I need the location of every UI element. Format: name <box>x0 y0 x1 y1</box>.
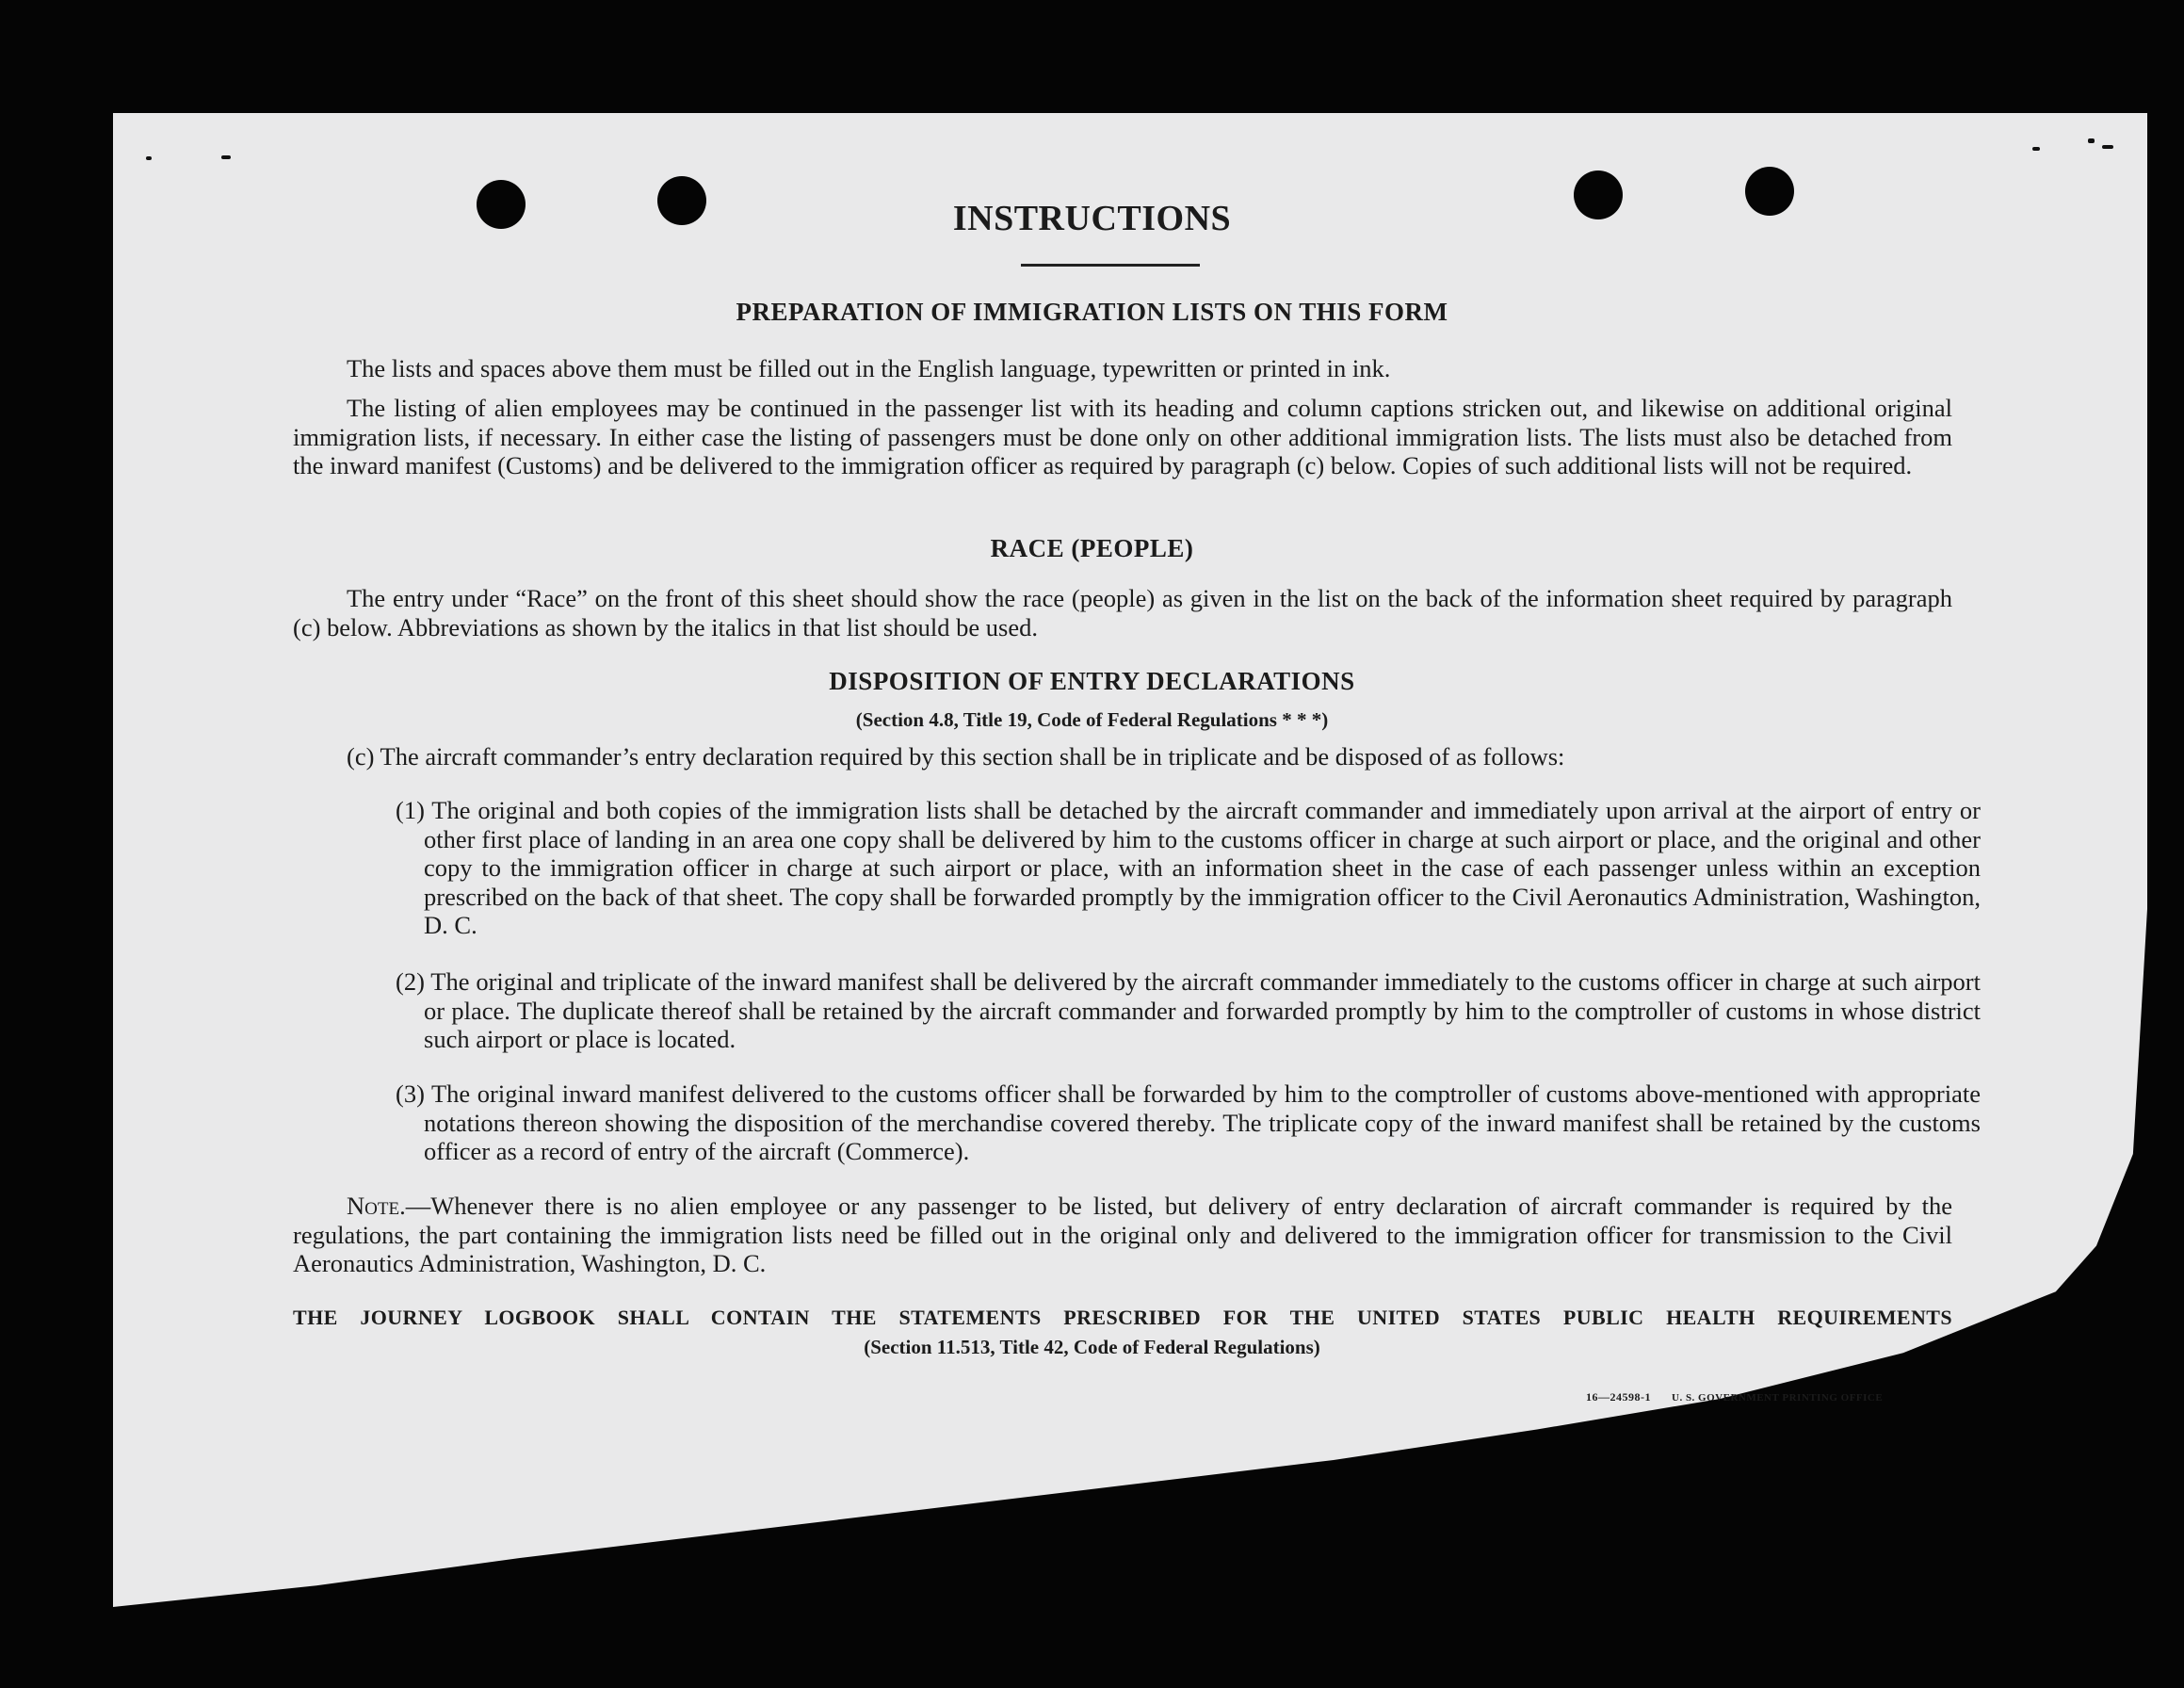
section-subheading-citation: (Section 4.8, Title 19, Code of Federal Regulations * * *) <box>855 708 1329 731</box>
printer-name: U. S. GOVERNMENT PRINTING OFFICE <box>1672 1392 1884 1404</box>
scan-speck <box>221 155 231 159</box>
preparation-paragraph-1: The lists and spaces above them must be filled out in the English language, typewritten or printed in ink. <box>347 354 1391 382</box>
scan-speck <box>146 156 152 160</box>
scan-speck <box>2032 147 2040 151</box>
disposition-item-1: (1) The original and both copies of the immigration lists shall be detached by the aircraft commander and immediately upon arrival at the airport of entry or other first place of landing in an area one copy shall be delivered by him to the customs officer in charge at such airport or place, and the original and other copy to the immigration officer in charge at such airport or place, with an information sheet in the case of each passenger unless within an exception prescribed on the back of that sheet. The copy shall be forwarded promptly by the immigration officer to the Civil Aeronautics Administration, Washington, D. C. <box>396 796 1981 939</box>
preparation-paragraph-2: The listing of alien employees may be continued in the passenger list with its heading and column captions stricken out, and likewise on additional original immigration lists, if necessary. In either case the listing of passengers must be done only on other additional immigration lists. The lists must also be detached from the inward manifest (Customs) and be delivered to the immigration officer as required by paragraph (c) below. Copies of such additional lists will not be required. <box>293 394 1952 479</box>
page-title: INSTRUCTIONS <box>952 199 1232 238</box>
note-text: —Whenever there is no alien employee or any passenger to be listed, but delivery of entry declaration of aircraft commander is required by the regulations, the part containing the immigration lists need be filled out in the original only and delivered to the immigration officer for transmission to the Civil Aeronautics Administration, Washington, D. C. <box>293 1192 1952 1277</box>
note-paragraph <box>293 1192 1952 1278</box>
race-paragraph: The entry under “Race” on the front of this sheet should show the race (people) as given in the list on the back of the information sheet required by paragraph (c) below. Abbreviations as shown by the italics in that list should be used. <box>293 584 1952 641</box>
section-heading-preparation: PREPARATION OF IMMIGRATION LISTS ON THIS FORM <box>736 298 1448 326</box>
title-divider <box>1021 264 1200 267</box>
printer-footer <box>1586 1390 1883 1404</box>
disposition-intro: (c) The aircraft commander’s entry declaration required by this section shall be in triplicate and be disposed of as follows: <box>347 742 1565 771</box>
journey-citation: (Section 11.513, Title 42, Code of Federal Regulations) <box>864 1336 1320 1358</box>
section-heading-race: RACE (PEOPLE) <box>990 534 1194 562</box>
section-heading-disposition: DISPOSITION OF ENTRY DECLARATIONS <box>829 667 1355 695</box>
note-label: Note. <box>347 1192 406 1220</box>
scan-speck <box>2102 145 2113 149</box>
disposition-item-3: (3) The original inward manifest delivered to the customs officer shall be forwarded by him to the comptroller of customs above-mentioned with appropriate notations thereon showing the disposition of the merchandise covered thereby. The triplicate copy of the inward manifest shall be retained by the customs officer as a record of entry of the aircraft (Commerce). <box>396 1079 1981 1165</box>
scan-speck <box>2088 138 2095 143</box>
form-number: 16—24598-1 <box>1586 1390 1651 1404</box>
journey-logbook-statement: THE JOURNEY LOGBOOK SHALL CONTAIN THE STATEMENTS PRESCRIBED FOR THE UNITED STATES PUBLIC HEALTH REQUIREMENTS <box>293 1306 1952 1329</box>
disposition-item-2: (2) The original and triplicate of the inward manifest shall be delivered by the aircraft commander immediately to the customs officer in charge at such airport or place. The duplicate thereof shall be retained by the aircraft commander and forwarded promptly by him to the comptroller of customs in whose district such airport or place is located. <box>396 967 1981 1053</box>
